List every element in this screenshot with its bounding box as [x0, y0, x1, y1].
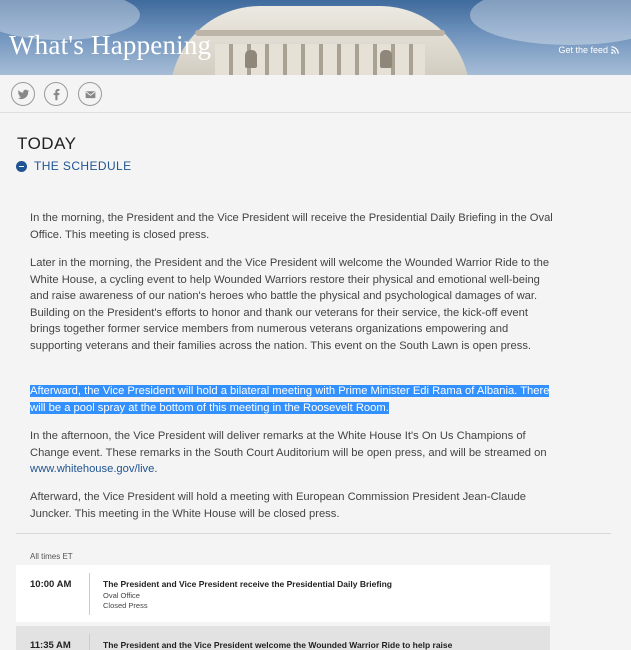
email-icon [84, 88, 97, 101]
collapse-icon [16, 161, 27, 172]
dome-ornament [245, 50, 257, 68]
schedule-paragraph-highlighted [30, 383, 555, 416]
timezone-note: All times ET [30, 552, 73, 561]
selected-text: Afterward, the Vice President will hold a bilateral meeting with Prime Minister Edi Rama of Albania. There will be a pool spray at the bottom of this meeting in the Roosevelt Room. [30, 385, 550, 414]
schedule-paragraph [30, 428, 555, 478]
facebook-icon [50, 88, 63, 101]
dome-ornament [380, 50, 392, 68]
event-time: 10:00 AM [30, 579, 72, 590]
header-banner [0, 0, 631, 75]
event-press: Closed Press [103, 601, 148, 610]
facebook-share-button[interactable] [44, 82, 68, 106]
schedule-paragraph: Later in the morning, the President and the Vice President will welcome the Wounded Warrior Ride to the White House, a cycling event to help Wounded Warriors restore their physical and emotional well-being and raise awareness of our nation's heroes who battle the physical and psychological damages of war. Building on the President's efforts to honor and thank our veterans for their service, the kick-off event brings together former service members from numerous veterans organizations empowering and supporting veterans and their families across the nation. This event on the South Lawn is open press. [30, 257, 550, 352]
divider [0, 112, 631, 113]
event-time: 11:35 AM [30, 640, 71, 650]
banner-cloud [470, 0, 631, 45]
page-title: What's Happening [9, 30, 212, 60]
paragraph-text: In the afternoon, the Vice President will deliver remarks at the White House It's On Us Champions of Change event. These remarks in the South Court Auditorium will be open press, and will be streamed on [30, 430, 547, 459]
email-share-button[interactable] [78, 82, 102, 106]
event-title: The President and the Vice President welcome the Wounded Warrior Ride to help raise [103, 640, 453, 650]
event-location: Oval Office [103, 591, 140, 600]
section-heading: TODAY [17, 134, 77, 153]
schedule-toggle[interactable] [16, 159, 131, 173]
twitter-icon [17, 88, 30, 101]
divider [16, 533, 611, 534]
paragraph-end: . [154, 463, 158, 475]
dome-ring [195, 30, 445, 36]
schedule-row[interactable] [16, 626, 550, 650]
livestream-link[interactable]: www.whitehouse.gov/live [30, 463, 155, 475]
feed-label: Get the feed [558, 45, 608, 55]
row-separator [89, 634, 90, 650]
schedule-row[interactable] [16, 565, 550, 622]
get-feed-link[interactable] [558, 45, 619, 55]
schedule-paragraph: Afterward, the Vice President will hold a meeting with European Commission President Jean-Claude Juncker. This meeting in the White House will be closed press. [30, 491, 527, 520]
schedule-toggle-label: THE SCHEDULE [34, 159, 132, 173]
row-separator [89, 573, 90, 615]
event-title: The President and Vice President receive the Presidential Daily Briefing [103, 579, 392, 589]
schedule-paragraph: In the morning, the President and the Vice President will receive the Presidential Daily Briefing in the Oval Office. This meeting is closed press. [30, 212, 553, 241]
twitter-share-button[interactable] [11, 82, 35, 106]
rss-icon [611, 46, 619, 54]
